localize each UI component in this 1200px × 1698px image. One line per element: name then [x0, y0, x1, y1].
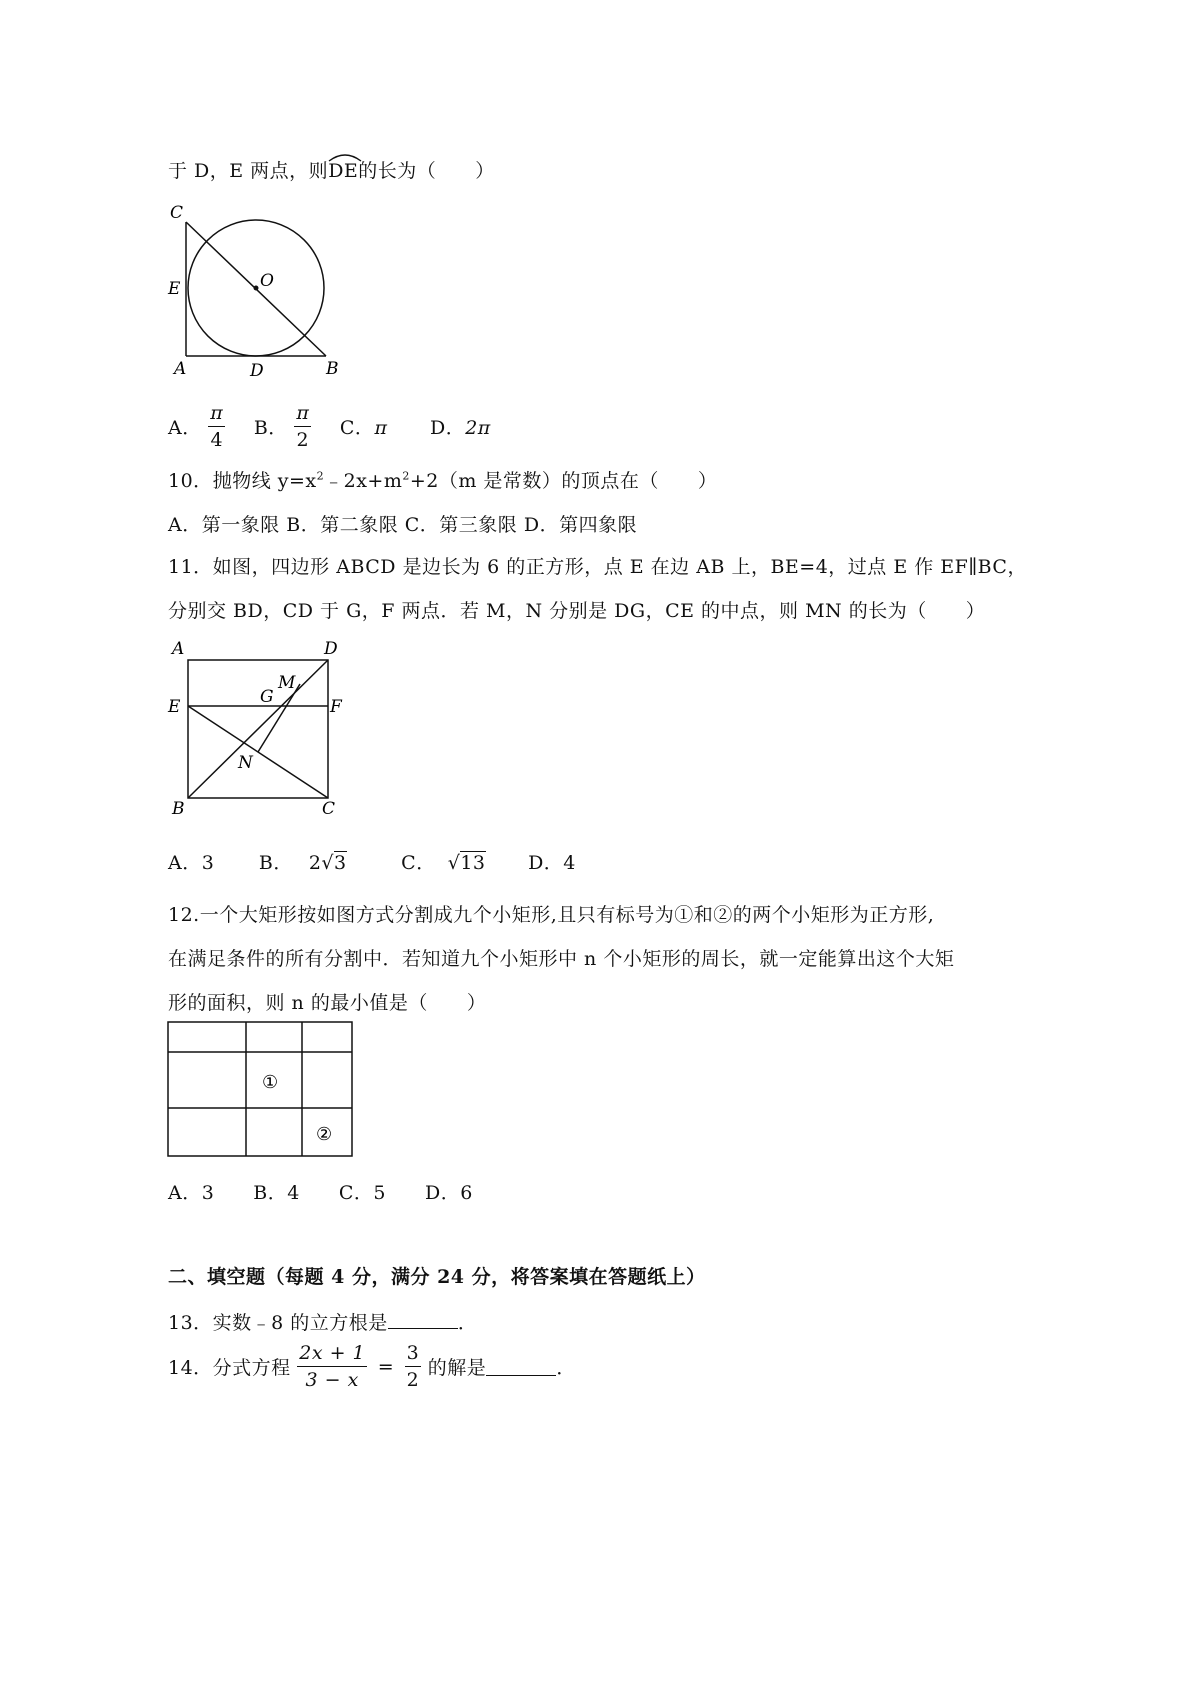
q11-option-b-coef: 2 [308, 852, 322, 874]
q12-options: A．3 B．4 C．5 D．6 [168, 1182, 473, 1204]
q11-option-b [259, 852, 347, 874]
q9-figure [160, 196, 350, 386]
q10-text-a: 抛物线 y=x [212, 470, 317, 492]
q9-label-c: C [170, 203, 184, 223]
q11-option-a: A．3 [168, 852, 215, 874]
q9-option-a-label: A． [168, 417, 202, 439]
q14-answer-blank[interactable] [486, 1357, 556, 1376]
q13-end: ． [457, 1312, 478, 1334]
q11-label-b: B [172, 799, 185, 819]
q10-stem [168, 466, 717, 493]
q9-label-b: B [326, 359, 339, 379]
q11-options [168, 848, 576, 875]
q9-label-e: E [168, 279, 181, 299]
q9-label-d: D [250, 361, 264, 381]
arc-icon [327, 150, 363, 162]
q10-sup1: 2 [316, 469, 325, 483]
q13-answer-blank[interactable] [388, 1310, 458, 1329]
q9-option-c-value: π [374, 417, 388, 439]
q9-label-o: O [260, 271, 274, 291]
q9-option-b-den: 2 [296, 429, 310, 451]
q11-option-b-label: B． [258, 852, 293, 874]
q9-option-b-num: π [294, 400, 311, 427]
q9-text-prefix: 于 D，E 两点，则 [168, 160, 329, 182]
q10-text-c: +2（m 是常数）的顶点在（ ） [409, 470, 718, 492]
q14-rhs-den: 2 [406, 1369, 420, 1391]
sqrt-icon: √ [321, 852, 335, 874]
q9-option-b-fraction [294, 400, 311, 453]
q14-lhs-den: 3 − x [305, 1369, 359, 1391]
q9-option-b-label: B． [253, 417, 288, 439]
q14-lhs-num: 2x + 1 [297, 1340, 367, 1367]
q14-rhs-num: 3 [405, 1340, 422, 1367]
q11-option-c [401, 852, 485, 874]
q11-label-g: G [260, 687, 274, 707]
q12-label-two: ② [316, 1124, 333, 1145]
q11-option-b-radicand: 3 [334, 852, 347, 874]
q9-option-c [340, 413, 388, 440]
q10-text-b: ﹣2x+m [324, 470, 403, 492]
q9-option-a-den: 4 [210, 429, 224, 451]
q9-option-a [168, 400, 225, 453]
q14-lhs-fraction [297, 1340, 367, 1393]
q14-suffix: 的解是 [427, 1357, 487, 1379]
q10-options: A．第一象限 B．第二象限 C．第三象限 D．第四象限 [168, 514, 638, 536]
q11-line2: 分别交 BD，CD 于 G，F 两点．若 M，N 分别是 DG，CE 的中点，则 MN 的长为（ ） [168, 600, 986, 622]
q11-label-e: E [168, 697, 181, 717]
q9-label-a: A [174, 359, 187, 379]
q14-stem [168, 1340, 576, 1404]
q12-line2: 在满足条件的所有分割中．若知道九个小矩形中 n 个小矩形的周长，就一定能算出这个大矩 [168, 948, 955, 970]
q12-line1: 12.一个大矩形按如图方式分割成九个小矩形,且只有标号为①和②的两个小矩形为正方形, [168, 904, 935, 926]
q9-arc-de [328, 160, 358, 182]
q11-option-d: D．4 [528, 852, 576, 874]
q14-prefix: 14．分式方程 [168, 1357, 291, 1379]
q11-label-f: F [330, 697, 342, 717]
q9-option-a-num: π [208, 400, 225, 427]
q10-sup2: 2 [402, 469, 410, 483]
q12-figure [166, 1020, 358, 1162]
q13-stem [168, 1308, 477, 1335]
q9-stem [168, 156, 495, 183]
q12-line3: 形的面积，则 n 的最小值是（ ） [168, 992, 487, 1014]
q11-label-d: D [324, 639, 338, 659]
q9-option-a-fraction [208, 400, 225, 453]
section-heading: 二、填空题（每题 4 分，满分 24 分，将答案填在答题纸上） [168, 1266, 706, 1288]
q11-option-c-label: C． [401, 852, 436, 874]
q11-label-c: C [322, 799, 336, 819]
q9-text-suffix: 的长为（ ） [358, 160, 495, 182]
q9-options [168, 400, 491, 460]
q9-option-d-value: 2π [465, 417, 491, 439]
q14-end: ． [556, 1357, 576, 1379]
q14-equals: = [377, 1355, 395, 1378]
sqrt-icon: √ [447, 852, 461, 874]
q11-label-n: N [238, 753, 253, 773]
q13-text: 13．实数﹣8 的立方根是 [168, 1312, 388, 1334]
q11-figure [160, 632, 360, 822]
q9-option-c-label: C． [339, 417, 375, 439]
q14-rhs-fraction [405, 1340, 422, 1393]
q11-label-a: A [172, 639, 185, 659]
q9-option-b [254, 400, 312, 453]
q10-number: 10． [168, 470, 213, 492]
q11-option-c-radicand: 13 [460, 852, 486, 874]
q9-arc-label: DE [328, 160, 359, 182]
q9-option-d-label: D． [429, 417, 466, 439]
q11-line1: 11．如图，四边形 ABCD 是边长为 6 的正方形，点 E 在边 AB 上，BE=4，过点 E 作 EF∥BC， [168, 556, 1027, 578]
q12-label-one: ① [262, 1072, 279, 1093]
q9-option-d [430, 413, 491, 440]
q11-label-m: M [278, 673, 296, 693]
